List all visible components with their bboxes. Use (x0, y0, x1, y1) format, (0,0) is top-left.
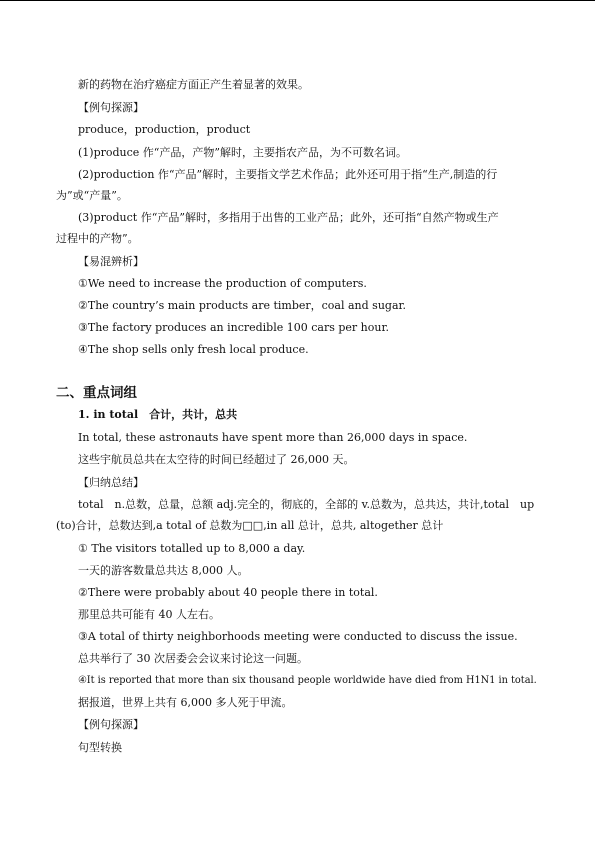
translation-line: 据报道，世界上共有 6,000 多人死于甲流。 (78, 696, 293, 709)
text-line: 过程中的产物”。 (56, 232, 139, 245)
example-sentence: ① The visitors totalled up to 8,000 a day. (78, 542, 306, 555)
top-rule (0, 0, 595, 1)
example-sentence: ②There were probably about 40 people there in total. (78, 586, 378, 599)
translation-line: 一天的游客数量总共达 8,000 人。 (78, 564, 249, 577)
example-sentence: ②The country’s main products are timber，coal and sugar. (78, 299, 407, 312)
example-sentence: ④It is reported that more than six thousand people worldwide have died from H1N1 in total. (78, 675, 537, 686)
text-line: total n.总数，总量，总额 adj.完全的，彻底的，全部的 v.总数为，总共达，共计,total up (78, 498, 535, 511)
section-label: 【例句探源】 (78, 101, 144, 114)
section-label: 【归纳总结】 (78, 476, 144, 489)
phrase-heading: 1. in total 合计，共计，总共 (78, 408, 238, 421)
translation-line: 那里总共可能有 40 人左右。 (78, 608, 220, 621)
section-label: 【易混辨析】 (78, 255, 144, 268)
section-label: 【例句探源】 (78, 718, 144, 731)
example-sentence: ③The factory produces an incredible 100 cars per hour. (78, 321, 390, 334)
translation-line: 这些宇航员总共在太空待的时间已经超过了 26,000 天。 (78, 453, 355, 466)
text-line: (3)product 作“产品”解时，多指用于出售的工业产品；此外，还可指“自然产物或生产 (78, 211, 499, 224)
text-line: 为”或“产量”。 (56, 189, 128, 202)
text-line: (to)合计，总数达到,a total of 总数为□□,in all 总计，总共, altogether 总计 (56, 519, 444, 532)
section-heading: 二、重点词组 (56, 385, 137, 401)
translation-line: 总共举行了 30 次居委会会议来讨论这一问题。 (78, 652, 308, 665)
example-sentence: ①We need to increase the production of computers. (78, 277, 367, 290)
text-line: (1)produce 作“产品，产物”解时，主要指农产品，为不可数名词。 (78, 146, 408, 159)
text-line: 新的药物在治疗癌症方面正产生着显著的效果。 (78, 78, 309, 91)
example-sentence: ③A total of thirty neighborhoods meeting were conducted to discuss the issue. (78, 630, 518, 643)
text-line: produce，production，product (78, 123, 251, 136)
example-sentence: In total, these astronauts have spent more than 26,000 days in space. (78, 431, 468, 444)
example-sentence: ④The shop sells only fresh local produce. (78, 343, 309, 356)
text-line: 句型转换 (78, 741, 122, 754)
text-line: (2)production 作“产品”解时，主要指文学艺术作品；此外还可用于指“生产,制造的行 (78, 168, 498, 181)
